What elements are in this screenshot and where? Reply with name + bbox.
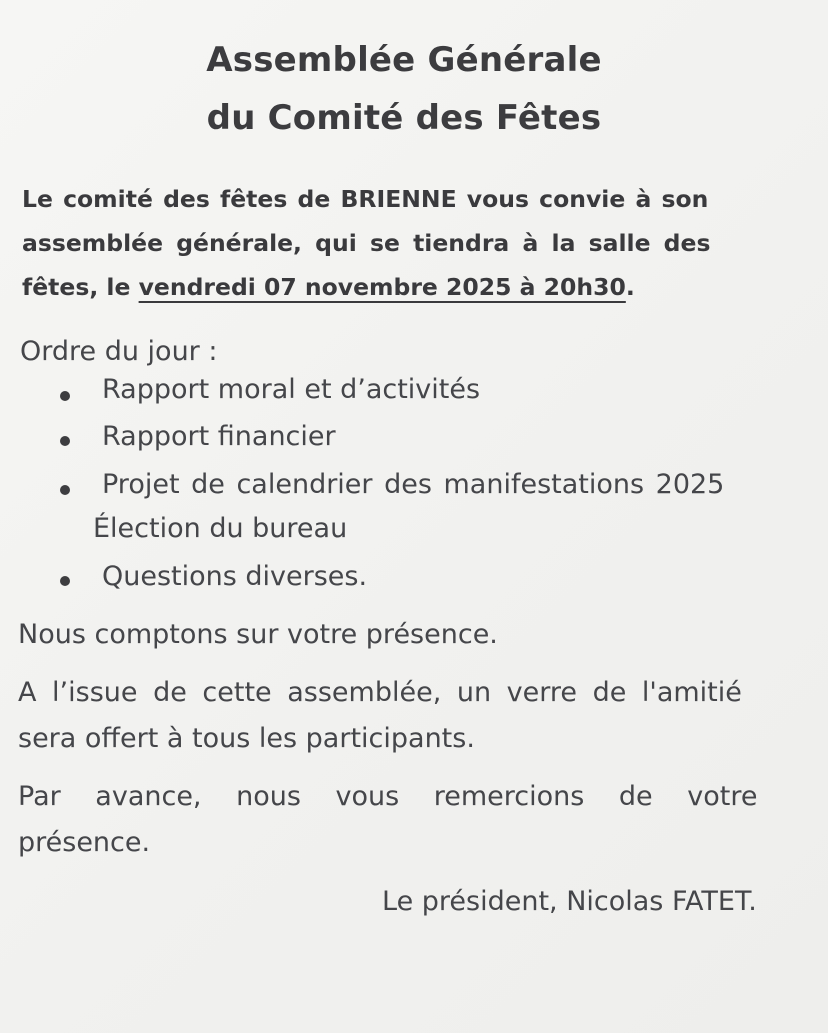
signature: Le président, Nicolas FATET. xyxy=(382,886,757,917)
bullet-icon xyxy=(60,391,70,401)
meeting-date: vendredi 07 novembre 2025 à 20h30 xyxy=(138,273,626,301)
bullet-icon xyxy=(60,436,70,446)
title-line-2: du Comité des Fêtes xyxy=(206,98,602,138)
intro-line-3-prefix: fêtes, le xyxy=(22,273,139,301)
closing-thanks-line-1: Par avance, nous vous remercions de votre xyxy=(18,781,758,812)
agenda-item: Rapport moral et d’activités xyxy=(102,374,481,405)
title-line-1: Assemblée Générale xyxy=(206,40,602,80)
intro-line-1: Le comité des fêtes de BRIENNE vous convie à son xyxy=(22,185,709,213)
agenda-title: Ordre du jour : xyxy=(20,336,218,367)
closing-issue-line-2: sera offert à tous les participants. xyxy=(18,723,475,754)
closing-issue-line-1: A l’issue de cette assemblée, un verre de l'amitié xyxy=(18,677,742,708)
intro-line-3 xyxy=(22,273,788,301)
agenda-item: Élection du bureau xyxy=(93,513,348,544)
agenda-item: Questions diverses. xyxy=(102,561,368,592)
closing-thanks-line-2: présence. xyxy=(18,827,151,858)
bullet-icon xyxy=(60,576,70,586)
closing-count-on: Nous comptons sur votre présence. xyxy=(18,619,498,650)
intro-line-2: assemblée générale, qui se tiendra à la salle des xyxy=(22,229,711,257)
agenda-item: Rapport financier xyxy=(102,421,336,452)
intro-line-3-suffix: . xyxy=(625,273,635,301)
agenda-item: Projet de calendrier des manifestations 2025 xyxy=(102,469,725,500)
bullet-icon xyxy=(60,485,70,495)
